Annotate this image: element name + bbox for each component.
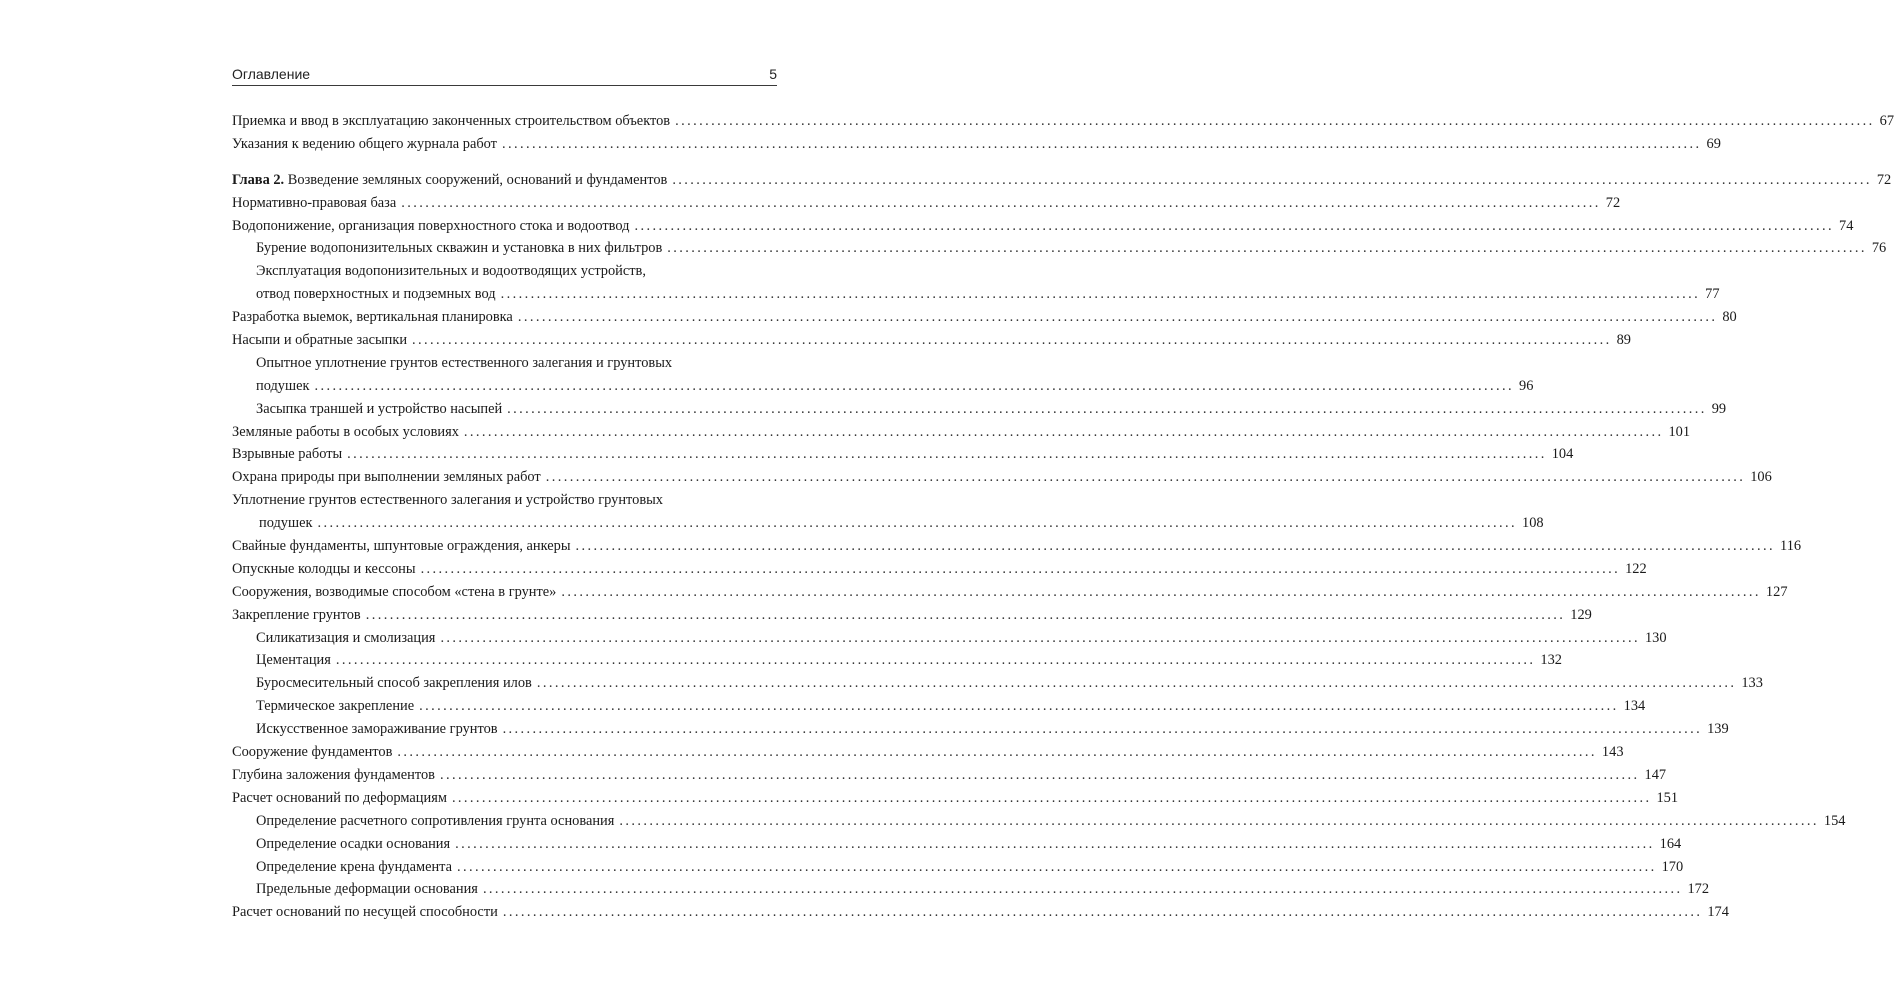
toc-entry-title: Приемка и ввод в эксплуатацию законченных строительством объектов xyxy=(232,113,671,129)
toc-entry-page: 129 xyxy=(1570,606,1592,623)
toc-subentry[interactable] xyxy=(232,649,1562,672)
dot-leader: ........................................................................................................................................................................................................ xyxy=(501,135,1702,152)
dot-leader: ........................................................................................................................................................................................................ xyxy=(667,240,1867,257)
toc-entry[interactable] xyxy=(232,443,1574,466)
dot-leader: ........................................................................................................................................................................................................ xyxy=(455,835,1655,852)
toc-entry-page: 67 xyxy=(1879,113,1894,129)
toc-entry-title: Бурение водопонизительных скважин и установка в них фильтров xyxy=(256,240,663,257)
dot-leader: ........................................................................................................................................................................................................ xyxy=(439,766,1640,783)
toc-entry-title: Сооружения, возводимые способом «стена в грунте» xyxy=(232,583,557,600)
toc-entry-page: 108 xyxy=(1522,515,1544,532)
dot-leader: ........................................................................................................................................................................................................ xyxy=(463,423,1664,440)
toc-entry[interactable] xyxy=(232,604,1592,627)
toc-entry-title: Расчет оснований по несущей способности xyxy=(232,904,498,921)
dot-leader: ........................................................................................................................................................................................................ xyxy=(502,904,1703,921)
toc-entry-page: 154 xyxy=(1823,812,1846,829)
book-page xyxy=(232,63,1894,924)
dot-leader: ........................................................................................................................................................................................................ xyxy=(545,469,1746,486)
running-header-title: Оглавление xyxy=(232,66,311,82)
toc-entry-page: 72 xyxy=(1876,171,1892,188)
toc-entry-page: 174 xyxy=(1707,904,1729,921)
dot-leader: ........................................................................................................................................................................................................ xyxy=(365,606,1566,623)
toc-entry-title: Определение расчетного сопротивления грунта основания xyxy=(256,812,615,829)
toc-entry-title: Искусственное замораживание грунтов xyxy=(256,721,498,738)
toc-entry-title: Насыпи и обратные засыпки xyxy=(232,332,408,349)
toc-entry[interactable] xyxy=(232,192,1621,215)
toc-entry[interactable] xyxy=(232,110,1894,133)
chapter-number: Глава 2. xyxy=(232,171,285,188)
dot-leader: ........................................................................................................................................................................................................ xyxy=(502,721,1703,738)
toc-entry[interactable] xyxy=(232,901,1729,924)
toc-entry[interactable] xyxy=(232,466,1772,489)
dot-leader: ........................................................................................................................................................................................................ xyxy=(482,881,1683,898)
toc-entry[interactable] xyxy=(232,787,1679,810)
dot-leader: ........................................................................................................................................................................................................ xyxy=(347,446,1547,463)
toc-entry-title: Предельные деформации основания xyxy=(256,881,478,898)
toc-subentry[interactable] xyxy=(232,627,1667,650)
toc-entry-page: 74 xyxy=(1839,217,1854,234)
toc-entry-page: 139 xyxy=(1707,721,1729,738)
dot-leader: ........................................................................................................................................................................................................ xyxy=(420,560,1621,577)
dot-leader: ........................................................................................................................................................................................................ xyxy=(634,217,1835,234)
toc-subentry[interactable] xyxy=(232,672,1763,695)
dot-leader: ........................................................................................................................................................................................................ xyxy=(401,194,1601,211)
dot-leader: ........................................................................................................................................................................................................ xyxy=(672,171,1872,188)
toc-entry-page: 170 xyxy=(1661,858,1684,875)
toc-entry-page: 134 xyxy=(1623,698,1646,715)
toc-entry-title: Взрывные работы xyxy=(232,446,343,463)
toc-entry-title: Глубина заложения фундаментов xyxy=(232,766,435,783)
toc-subentry[interactable] xyxy=(232,375,1534,398)
table-of-contents xyxy=(232,110,1894,924)
toc-entry-title: Сооружение фундаментов xyxy=(232,744,393,761)
toc-entry[interactable] xyxy=(232,215,1854,238)
toc-entry-title: Силикатизация и смолизация xyxy=(256,629,436,646)
toc-entry[interactable] xyxy=(232,558,1647,581)
toc-subentry[interactable] xyxy=(232,695,1646,718)
toc-subentry[interactable] xyxy=(232,718,1729,741)
dot-leader: ........................................................................................................................................................................................................ xyxy=(457,858,1657,875)
toc-entry-title: Земляные работы в особых условиях xyxy=(232,423,459,440)
toc-subentry[interactable] xyxy=(232,237,1887,260)
toc-entry-page: 127 xyxy=(1765,583,1788,600)
dot-leader: ........................................................................................................................................................................................................ xyxy=(536,675,1737,692)
toc-entry[interactable] xyxy=(232,535,1802,558)
toc-entry-title xyxy=(232,169,667,192)
toc-entry-page: 143 xyxy=(1601,744,1624,761)
toc-entry-first-line[interactable]: Уплотнение грунтов естественного залегания и устройство грунтовых xyxy=(232,492,663,509)
toc-entry-page: 76 xyxy=(1871,240,1887,257)
toc-entry-page: 151 xyxy=(1656,789,1679,806)
dot-leader: ........................................................................................................................................................................................................ xyxy=(451,789,1652,806)
dot-leader: ........................................................................................................................................................................................................ xyxy=(314,377,1514,394)
toc-entry-page: 147 xyxy=(1644,766,1667,783)
toc-entry-page: 116 xyxy=(1780,538,1802,555)
toc-entry[interactable] xyxy=(232,306,1737,329)
toc-entry-page: 164 xyxy=(1659,835,1682,852)
running-header-page-number: 5 xyxy=(769,66,777,82)
toc-entry-title: Термическое закрепление xyxy=(256,698,415,715)
toc-subentry-first-line[interactable]: Эксплуатация водопонизительных и водоотводящих устройств, xyxy=(256,263,646,280)
toc-entry[interactable] xyxy=(232,421,1691,444)
dot-leader: ........................................................................................................................................................................................................ xyxy=(500,286,1701,303)
toc-entry-page: 172 xyxy=(1687,881,1710,898)
toc-entry-page: 122 xyxy=(1625,560,1647,577)
dot-leader: ........................................................................................................................................................................................................ xyxy=(317,515,1517,532)
toc-entry[interactable] xyxy=(232,741,1624,764)
running-header xyxy=(232,63,777,86)
toc-subentry[interactable] xyxy=(232,283,1720,306)
toc-entry-page: 96 xyxy=(1519,377,1534,394)
dot-leader: ........................................................................................................................................................................................................ xyxy=(507,400,1707,417)
toc-entry[interactable] xyxy=(232,764,1667,787)
dot-leader: ........................................................................................................................................................................................................ xyxy=(397,744,1597,761)
dot-leader: ........................................................................................................................................................................................................ xyxy=(561,583,1761,600)
toc-entry-title: Нормативно-правовая база xyxy=(232,194,397,211)
dot-leader: ........................................................................................................................................................................................................ xyxy=(517,309,1718,326)
toc-entry-page: 69 xyxy=(1706,135,1721,152)
toc-entry-title: Определение осадки основания xyxy=(256,835,451,852)
toc-subentry[interactable] xyxy=(232,810,1846,833)
toc-entry-page: 101 xyxy=(1668,423,1691,440)
toc-entry-title: подушек xyxy=(256,377,310,394)
dot-leader: ........................................................................................................................................................................................................ xyxy=(619,812,1819,829)
toc-entry-page: 132 xyxy=(1540,652,1562,669)
toc-entry-page: 89 xyxy=(1616,332,1631,349)
toc-entry-title: Свайные фундаменты, шпунтовые ограждения, анкеры xyxy=(232,538,571,555)
toc-entry-page: 72 xyxy=(1605,194,1621,211)
toc-subentry[interactable] xyxy=(232,878,1710,901)
toc-subentry-first-line[interactable]: Опытное уплотнение грунтов естественного залегания и грунтовых xyxy=(256,354,673,371)
toc-entry-page: 130 xyxy=(1644,629,1667,646)
toc-subentry[interactable] xyxy=(232,398,1727,421)
toc-entry-page: 106 xyxy=(1750,469,1772,486)
toc-entry-title: Охрана природы при выполнении земляных работ xyxy=(232,469,541,486)
toc-entry-title: Определение крена фундамента xyxy=(256,858,453,875)
toc-entry-page: 99 xyxy=(1711,400,1727,417)
dot-leader: ........................................................................................................................................................................................................ xyxy=(675,113,1875,129)
toc-entry-title: Буросмесительный способ закрепления илов xyxy=(256,675,532,692)
toc-entry-title: Закрепление грунтов xyxy=(232,606,361,623)
toc-entry[interactable] xyxy=(232,512,1544,535)
dot-leader: ........................................................................................................................................................................................................ xyxy=(419,698,1619,715)
toc-entry-page: 133 xyxy=(1741,675,1763,692)
toc-entry-title: Водопонижение, организация поверхностного стока и водоотвод xyxy=(232,217,630,234)
toc-entry-title: Засыпка траншей и устройство насыпей xyxy=(256,400,503,417)
toc-entry[interactable] xyxy=(232,329,1631,352)
toc-entry-title: Разработка выемок, вертикальная планировка xyxy=(232,309,513,326)
toc-entry-title: Расчет оснований по деформациям xyxy=(232,789,447,806)
toc-subentry[interactable] xyxy=(232,856,1684,879)
dot-leader: ........................................................................................................................................................................................................ xyxy=(335,652,1536,669)
dot-leader: ........................................................................................................................................................................................................ xyxy=(412,332,1612,349)
toc-entry-title: отвод поверхностных и подземных вод xyxy=(256,286,496,303)
toc-entry-page: 77 xyxy=(1705,286,1720,303)
toc-entry-page: 80 xyxy=(1722,309,1737,326)
toc-entry-page: 104 xyxy=(1551,446,1574,463)
toc-entry[interactable] xyxy=(232,581,1788,604)
toc-entry[interactable] xyxy=(232,133,1721,156)
toc-entry-title: Цементация xyxy=(256,652,331,669)
toc-subentry[interactable] xyxy=(232,833,1682,856)
chapter-title: Возведение земляных сооружений, оснований и фундаментов xyxy=(284,171,668,188)
toc-chapter-entry[interactable] xyxy=(232,169,1892,192)
dot-leader: ........................................................................................................................................................................................................ xyxy=(440,629,1640,646)
dot-leader: ........................................................................................................................................................................................................ xyxy=(575,538,1776,555)
toc-entry-title: Указания к ведению общего журнала работ xyxy=(232,135,497,152)
toc-entry-title: Опускные колодцы и кессоны xyxy=(232,560,416,577)
toc-entry-title: подушек xyxy=(259,515,313,532)
